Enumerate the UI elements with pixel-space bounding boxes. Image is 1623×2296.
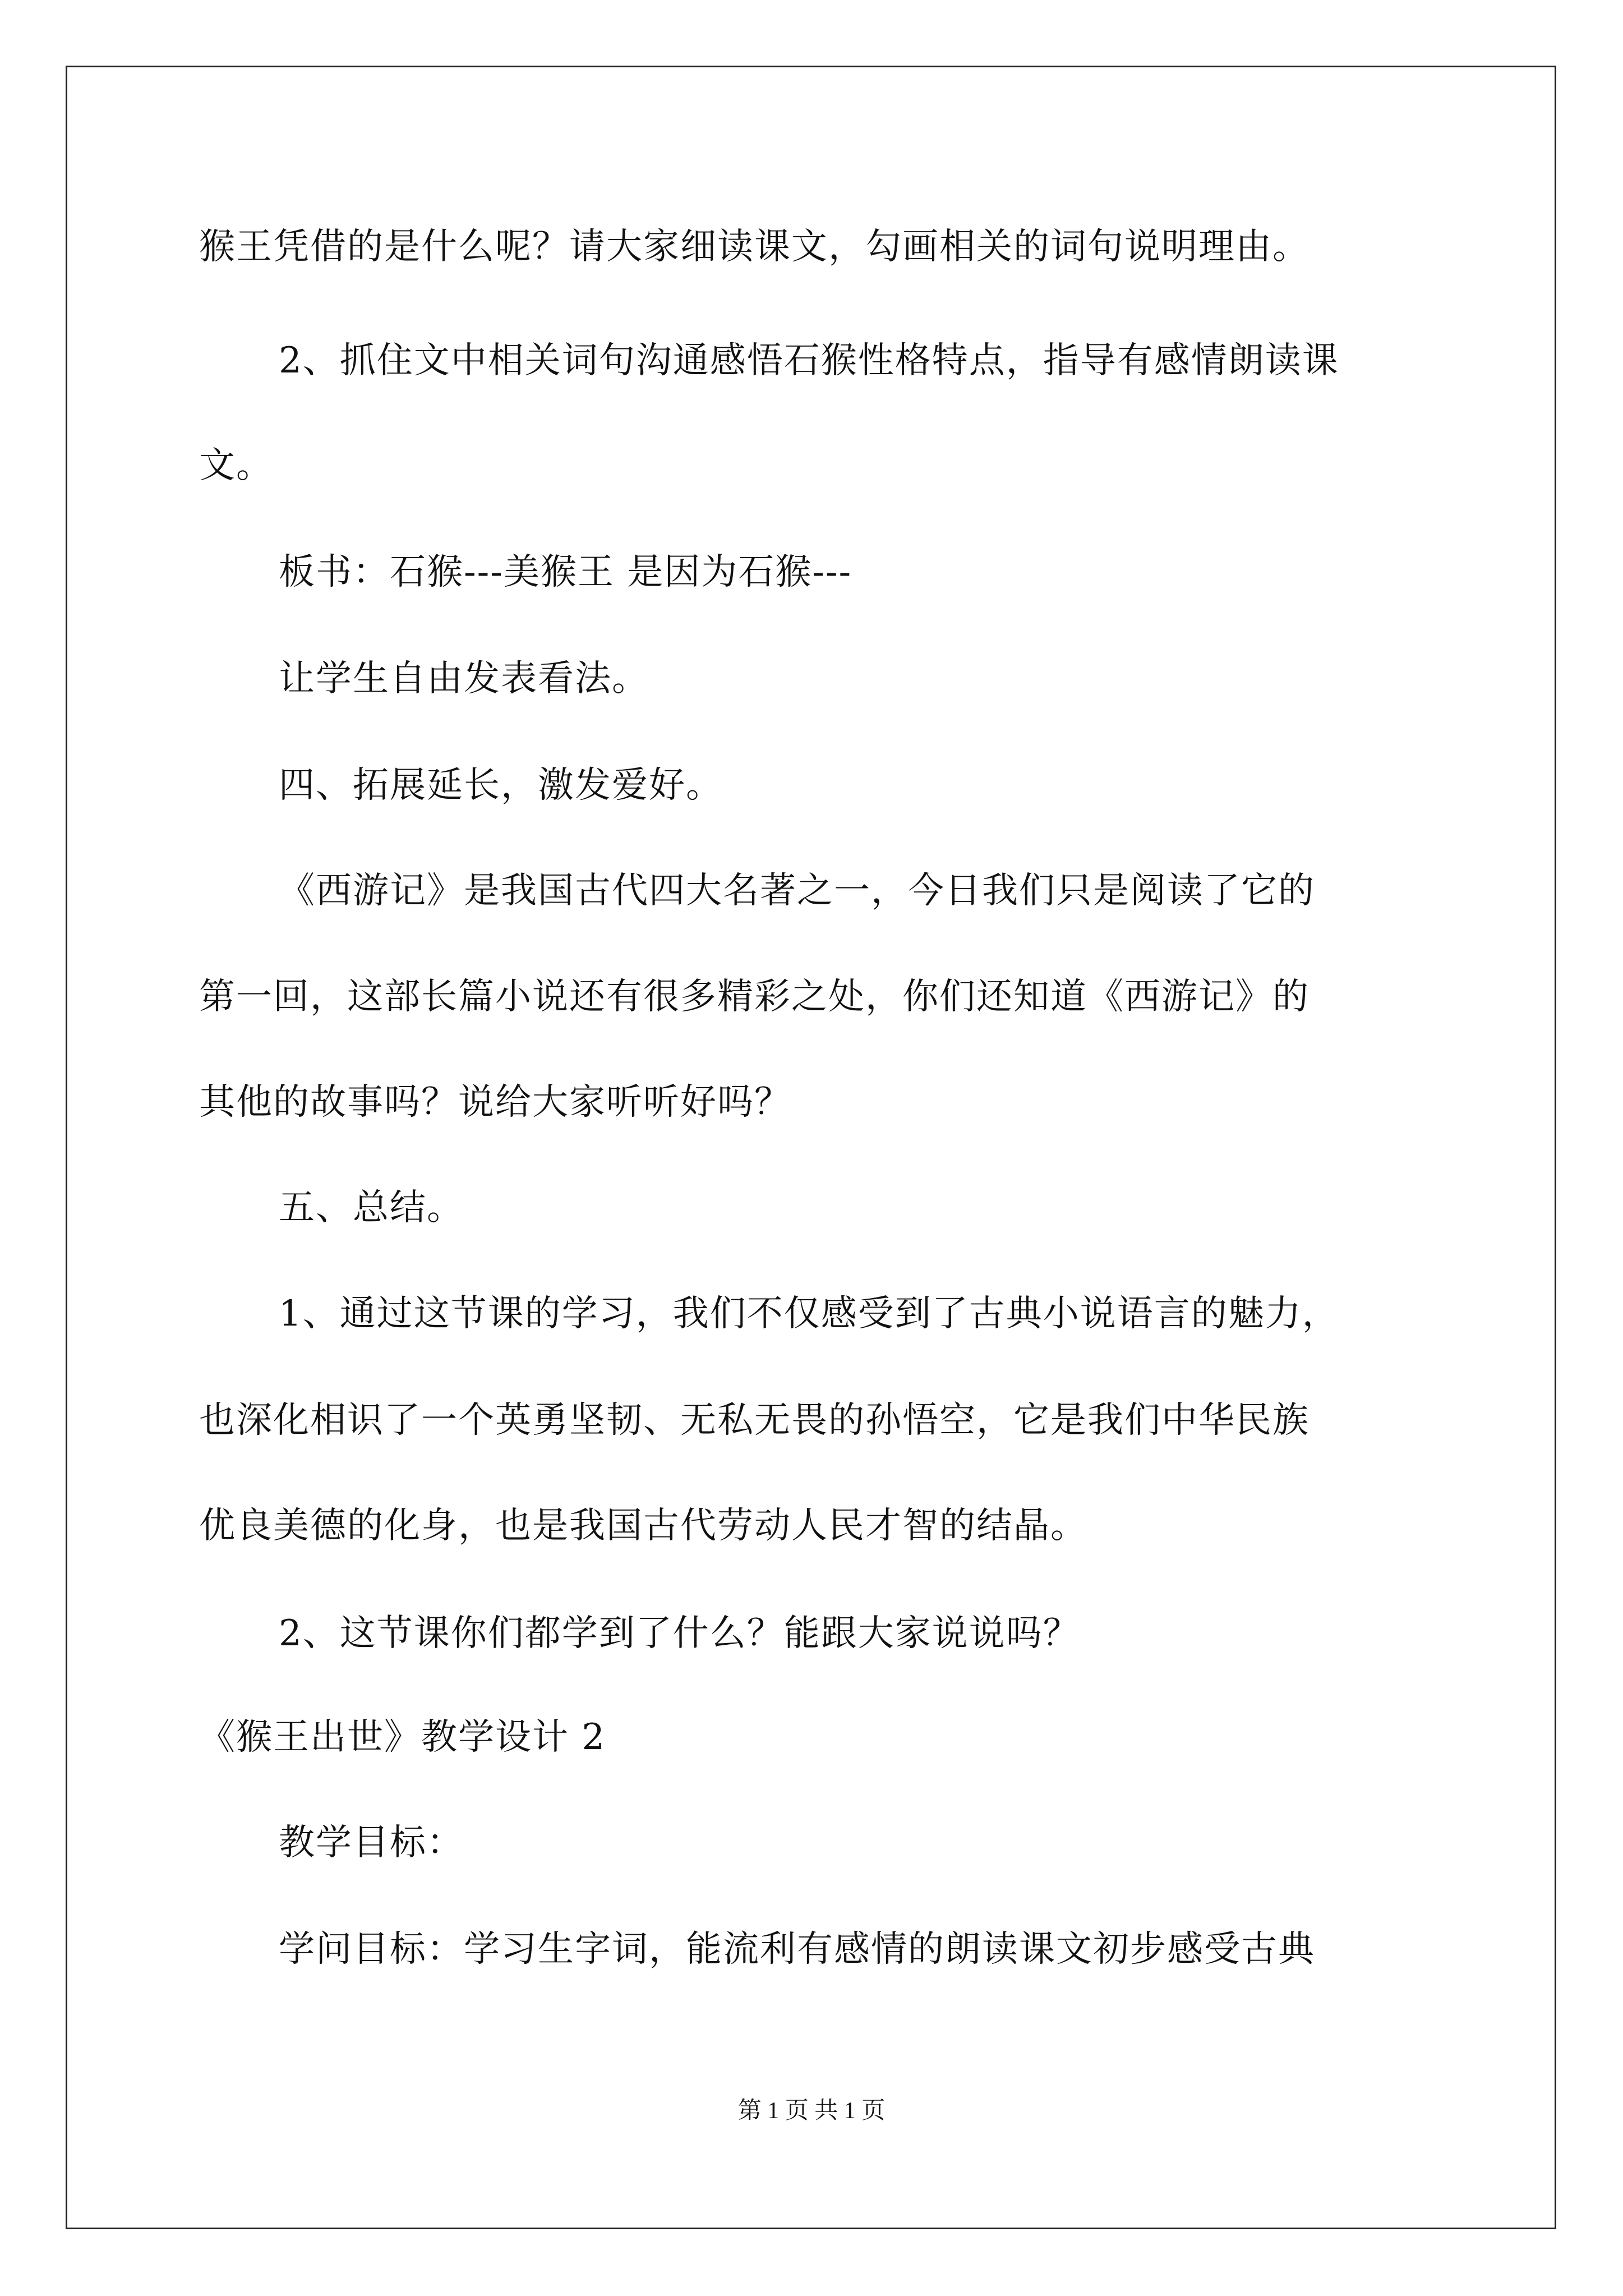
body-text-line: 也深化相识了一个英勇坚韧、无私无畏的孙悟空，它是我们中华民族 [199,1400,1310,1441]
document-title: 《猴王出世》教学设计 2 [199,1717,606,1758]
body-text-line: 《西游记》是我国古代四大名著之一，今日我们只是阅读了它的 [279,870,1315,912]
body-text-line: 学问目标：学习生字词，能流利有感情的朗读课文初步感受古典 [279,1929,1315,1970]
section-heading: 五、总结。 [279,1187,464,1228]
body-text-line: 优良美德的化身，也是我国古代劳动人民才智的结晶。 [199,1505,1087,1547]
body-text-line: 其他的故事吗？说给大家听听好吗？ [199,1082,791,1123]
body-text-line: 第一回，这部长篇小说还有很多精彩之处，你们还知道《西游记》的 [199,976,1310,1018]
body-text-line: 让学生自由发表看法。 [279,658,649,700]
body-text-line: 2、这节课你们都学到了什么？能跟大家说说吗？ [279,1613,1080,1654]
page-footer: 第 1 页 共 1 页 [737,2098,886,2124]
body-text-line: 猴王凭借的是什么呢？请大家细读课文，勾画相关的词句说明理由。 [199,226,1310,268]
page-border [66,66,1556,2229]
body-text-line: 1、通过这节课的学习，我们不仅感受到了古典小说语言的魅力， [279,1293,1339,1335]
body-text-line: 文。 [199,445,273,486]
section-heading: 教学目标： [279,1822,464,1864]
body-text-line: 板书：石猴---美猴王 是因为石猴--- [279,551,852,593]
section-heading: 四、拓展延长，激发爱好。 [279,765,723,806]
body-text-line: 2、抓住文中相关词句沟通感悟石猴性格特点，指导有感情朗读课 [279,340,1339,381]
